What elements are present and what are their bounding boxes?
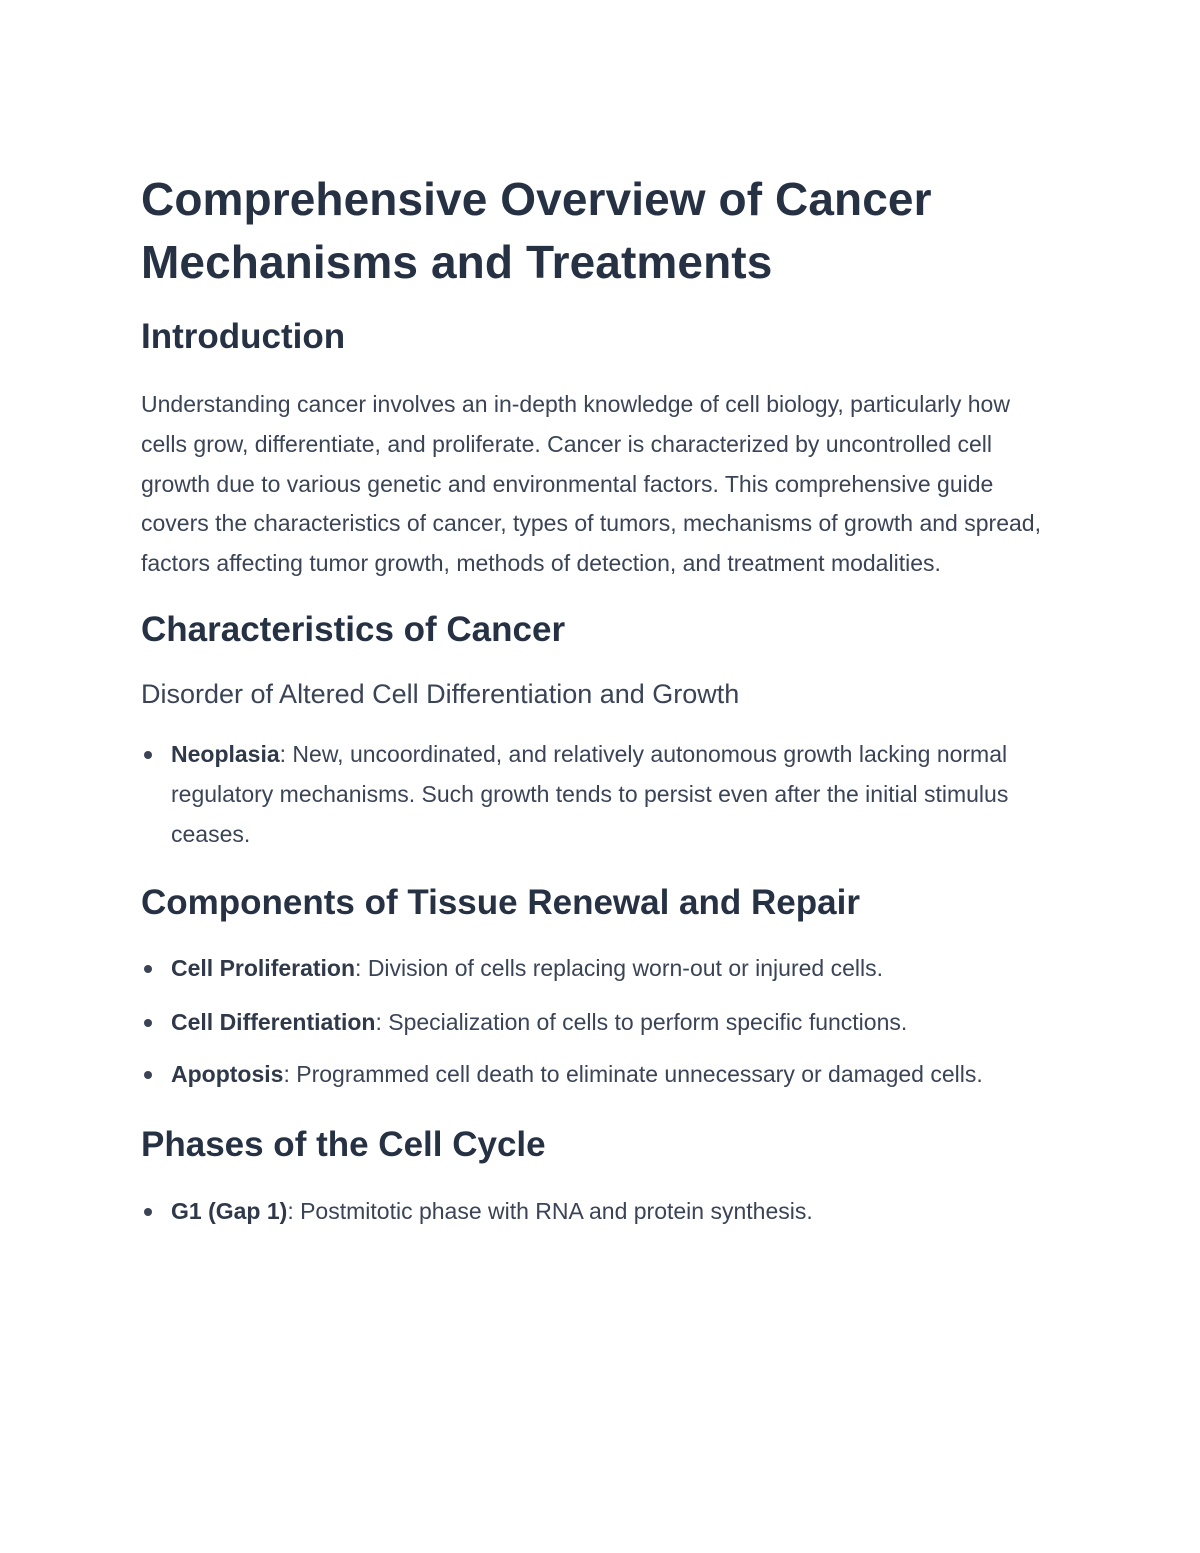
- bullet-icon: [144, 751, 152, 759]
- list-item-term: Cell Differentiation: [171, 1009, 376, 1036]
- list-item: [141, 1003, 1041, 1043]
- characteristics-list: [141, 735, 1041, 854]
- components-heading: Components of Tissue Renewal and Repair: [141, 883, 860, 923]
- list-item-definition: : Programmed cell death to eliminate unnecessary or damaged cells.: [283, 1060, 983, 1087]
- list-item: [141, 1192, 1041, 1232]
- list-item: [141, 949, 1041, 989]
- introduction-paragraph: Understanding cancer involves an in-depth knowledge of cell biology, particularly how cells grow, differentiate, and proliferate. Cancer is characterized by uncontrolled cell growth due to various genetic and environmental factors. This comprehensive guide covers the characteristics of cancer, types of tumors, mechanisms of growth and spread, factors affecting tumor growth, methods of detection, and treatment modalities.: [141, 391, 1041, 577]
- list-item-term: G1 (Gap 1): [171, 1197, 288, 1224]
- phases-heading: Phases of the Cell Cycle: [141, 1124, 546, 1164]
- components-list: [141, 949, 1041, 1094]
- list-item-definition: : Specialization of cells to perform specific functions.: [375, 1009, 908, 1036]
- bullet-icon: [144, 1208, 152, 1216]
- phases-list: [141, 1192, 1041, 1232]
- list-item-definition: : Division of cells replacing worn-out or injured cells.: [355, 955, 883, 982]
- bullet-icon: [144, 965, 152, 973]
- list-item: [141, 735, 1041, 854]
- list-item-term: Cell Proliferation: [171, 955, 356, 982]
- list-item: [141, 1055, 1041, 1095]
- list-item-term: Neoplasia: [171, 740, 280, 767]
- list-item-definition: : Postmitotic phase with RNA and protein synthesis.: [287, 1197, 813, 1224]
- bullet-icon: [144, 1071, 152, 1079]
- document-page: [141, 168, 1041, 1232]
- document-title: Comprehensive Overview of Cancer Mechanisms and Treatments: [141, 173, 932, 288]
- introduction-heading: Introduction: [141, 317, 346, 356]
- list-item-term: Apoptosis: [171, 1060, 284, 1087]
- bullet-icon: [144, 1019, 152, 1027]
- list-item-definition: : New, uncoordinated, and relatively autonomous growth lacking normal regulatory mechanisms. Such growth tends to persist even after the initial stimulus ceases.: [171, 740, 1009, 847]
- characteristics-heading: Characteristics of Cancer: [141, 609, 566, 649]
- characteristics-subheading: Disorder of Altered Cell Differentiation and Growth: [141, 678, 740, 709]
